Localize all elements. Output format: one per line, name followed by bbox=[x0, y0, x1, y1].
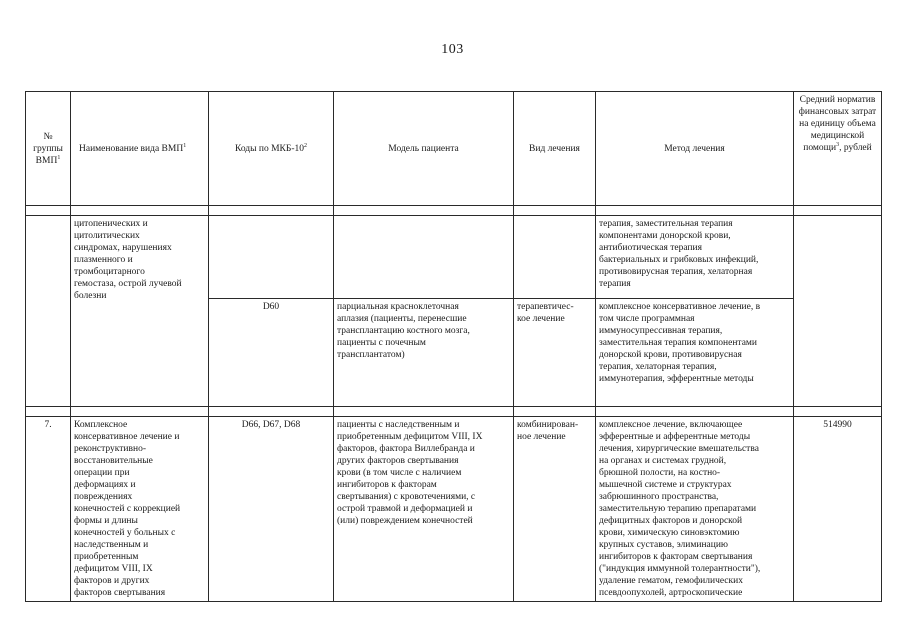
icd-codes-cell: D66, D67, D68 bbox=[209, 417, 334, 602]
table-row bbox=[26, 417, 882, 602]
spacer-row bbox=[26, 206, 882, 216]
header-avg-cost: Средний норматив финансовых затрат на единицу объема медицинской помощи$^3$, рублей bbox=[794, 92, 882, 206]
vmp-name-cell: Комплексное консервативное лечение и реконструктивно- восстановительные операции при деформациях и повреждениях конечностей с коррекцией формы и длины конечностей у больных с наследственным и приобретенным дефицитом VIII, IX факторов и других факторов свертывания bbox=[71, 417, 209, 602]
table-row bbox=[26, 216, 882, 299]
vmp-table bbox=[25, 91, 882, 602]
group-cell bbox=[26, 216, 71, 407]
header-icd-codes: Коды по МКБ-$10^2$ bbox=[209, 92, 334, 206]
group-cell: 7. bbox=[26, 417, 71, 602]
treatment-method-cell: комплексное лечение, включающее эфферентные и афферентные методы лечения, хирургические вмешательства на органах и системах грудной, брюшной полости, на костно- мышечной системе и структурах забрюшинного пространства, заместительную терапию препаратами дефицитных факторов и донорской крови, химическую синовэктомию крупных суставов, элиминацию ингибиторов к факторам свертывания ("индукция иммунной толерантности"), удаление гематом, гемофилических псевдоопухолей, артроскопические bbox=[596, 417, 794, 602]
avg-cost-cell bbox=[794, 216, 882, 407]
treatment-method-cell: комплексное консервативное лечение, в том числе программная иммуносупрессивная терапия, заместительная терапия компонентами донорской крови, противовирусная терапия, хелаторная терапия, иммунотерапия, эфферентные методы bbox=[596, 299, 794, 407]
vmp-name-cell: цитопенических и цитолитических синдромах, нарушениях плазменного и тромбоцитарного гемостаза, острой лучевой болезни bbox=[71, 216, 209, 407]
patient-model-cell: парциальная красноклеточная аплазия (пациенты, перенесшие трансплантацию костного мозга, пациенты с почечным трансплантатом) bbox=[334, 299, 514, 407]
page-number: 103 bbox=[441, 42, 464, 57]
patient-model-cell bbox=[334, 216, 514, 299]
icd-codes-cell: D60 bbox=[209, 299, 334, 407]
header-treatment-method: Метод лечения bbox=[596, 92, 794, 206]
header-group-no: № группы ВМП$^1$ bbox=[26, 92, 71, 206]
treatment-type-cell: терапевтичес- кое лечение bbox=[514, 299, 596, 407]
header-vmp-name: Наименование вида ВМП$^1$ bbox=[71, 92, 209, 206]
avg-cost-cell: 514990 bbox=[794, 417, 882, 602]
header-treatment-type: Вид лечения bbox=[514, 92, 596, 206]
table-header-row bbox=[26, 92, 882, 206]
treatment-type-cell: комбинирован- ное лечение bbox=[514, 417, 596, 602]
header-patient-model: Модель пациента bbox=[334, 92, 514, 206]
treatment-method-cell: терапия, заместительная терапия компонентами донорской крови, антибиотическая терапия бактериальных и грибковых инфекций, противовирусная терапия, хелаторная терапия bbox=[596, 216, 794, 299]
patient-model-cell: пациенты с наследственным и приобретенным дефицитом VIII, IX факторов, фактора Виллебранда и других факторов свертывания крови (в том числе с наличием ингибиторов к факторам свертывания) с кровотечениями, с острой травмой и деформацией и (или) повреждением конечностей bbox=[334, 417, 514, 602]
spacer-row bbox=[26, 407, 882, 417]
treatment-type-cell bbox=[514, 216, 596, 299]
icd-codes-cell bbox=[209, 216, 334, 299]
